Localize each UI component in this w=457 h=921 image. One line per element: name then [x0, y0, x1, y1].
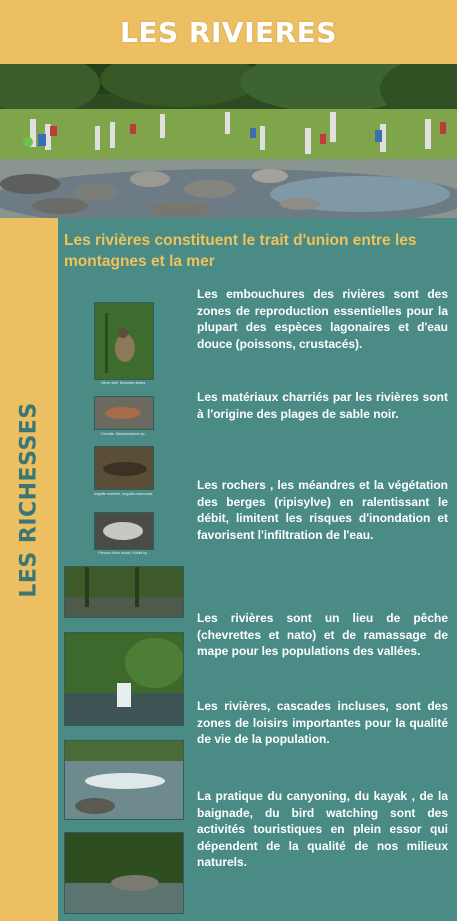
paragraph-activites: La pratique du canyoning, du kayak , de la baignade, du bird watching sont des activités touristiques en plein essor qui dépendent de la qualité de nos milieux naturels.: [197, 789, 448, 869]
caption-shrimp: Crevette, Macrobrachium sp.: [100, 432, 146, 436]
photo-eel: [94, 446, 154, 490]
caption-eel: Anguille marbrée, Anguilla marmorata: [93, 492, 153, 496]
page-title: LES RIVIERES: [120, 15, 337, 49]
photo-swimming-hole: [64, 832, 184, 914]
photo-fish: [94, 512, 154, 550]
paragraph-rochers: Les rochers , les méandres et la végétation des berges (ripisylve) en ralentissant le débit, limitent les risques d'inondation et favorisent l'infiltration de l'eau.: [197, 478, 448, 542]
photo-riverbank-forest: [64, 566, 184, 618]
paragraph-peche: Les rivières sont un lieu de pêche (chevrettes et nato) et de ramassage de mape pour les populations des vallées.: [197, 611, 448, 658]
hero-photo-river: [0, 64, 457, 218]
paragraph-materiaux: Les matériaux charriés par les rivières sont à l'origine des plages de sable noir.: [197, 390, 448, 421]
caption-fish: Poisson d'eau douce, Kuhlia sp.: [98, 551, 148, 555]
header-banner: [0, 0, 457, 64]
photo-waterfall: [64, 632, 184, 726]
paragraph-loisirs: Les rivières, cascades incluses, sont des zones de loisirs importantes pour la qualité de vie de la population.: [197, 699, 448, 746]
sidebar-label: LES RICHESSES: [16, 402, 42, 598]
paragraph-embouchures: Les embouchures des rivières sont des zones de reproduction essentielles pour la plupart des espèces lagonaires et d'eau douce (poissons, crustacés).: [197, 287, 448, 351]
photo-heron: [94, 302, 154, 380]
photo-shrimp: [94, 396, 154, 430]
photo-stream: [64, 740, 184, 820]
section-subtitle: Les rivières constituent le trait d'union entre les montagnes et la mer: [64, 232, 417, 270]
sidebar-band: [0, 218, 58, 921]
caption-heron: Héron strié, Butorides striata: [100, 381, 146, 385]
